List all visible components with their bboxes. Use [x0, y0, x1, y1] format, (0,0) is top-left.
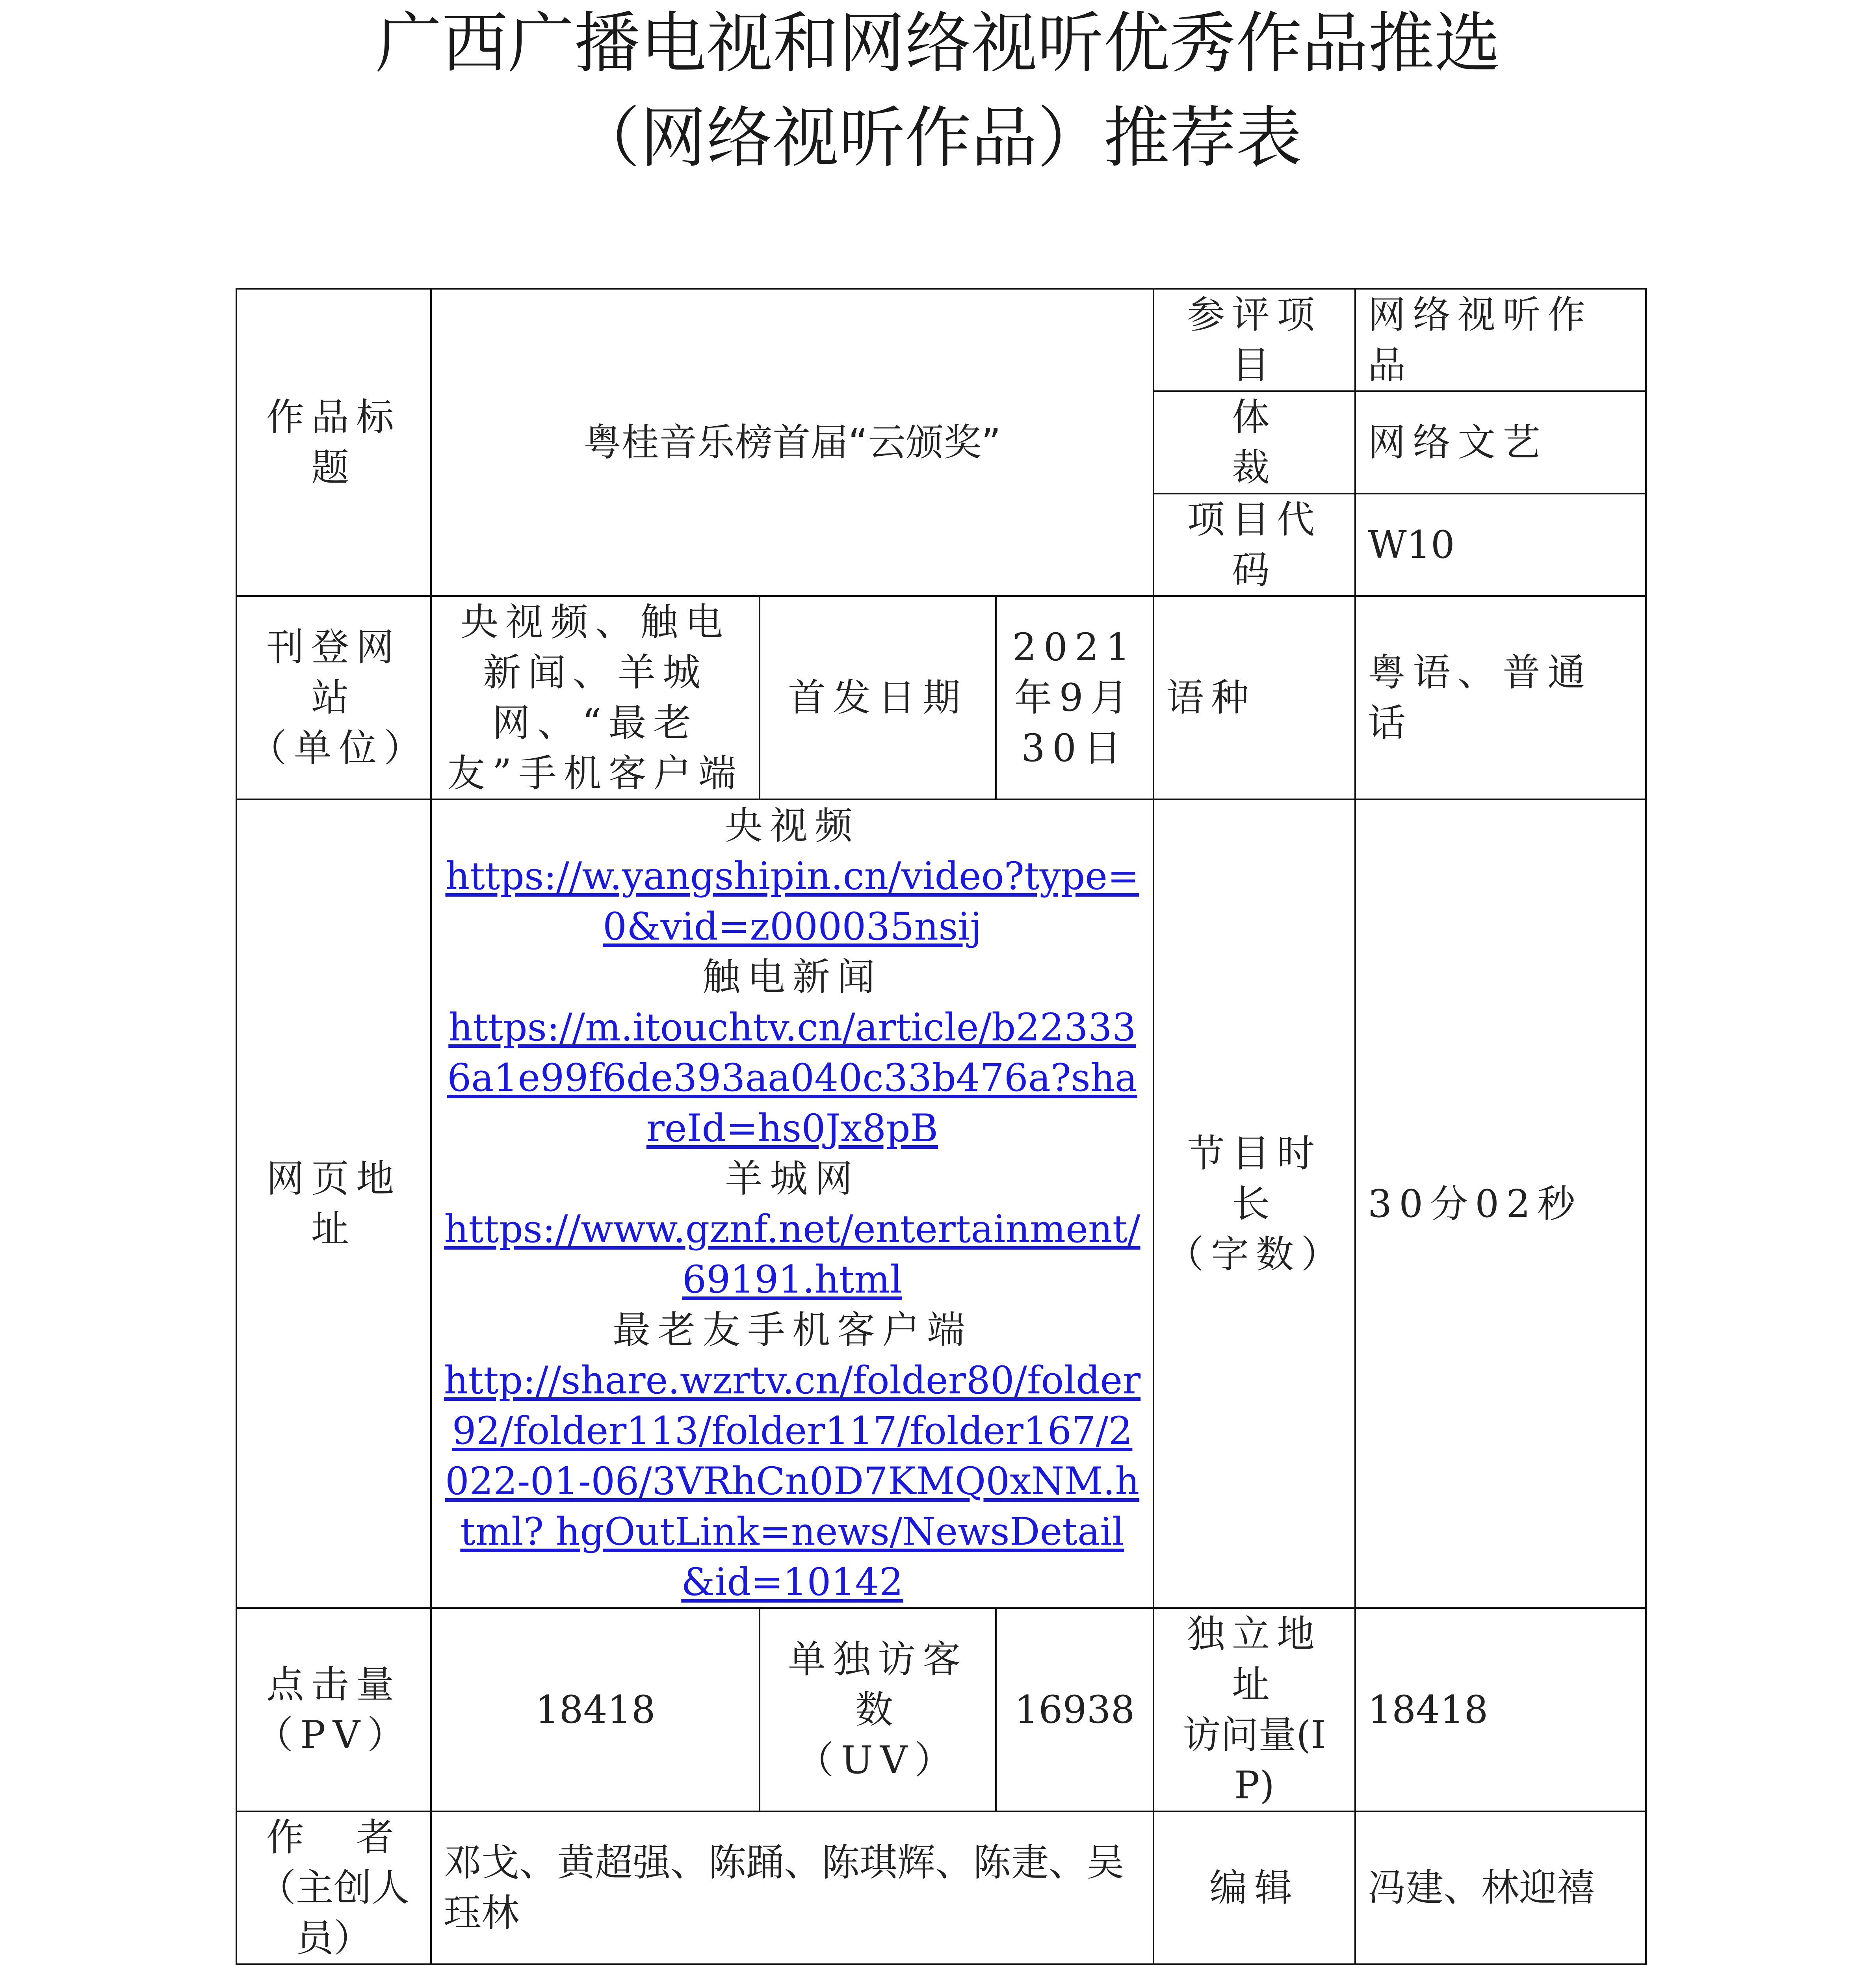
uv-label [760, 1608, 996, 1811]
author-label-line-1: 作 者 [266, 1815, 401, 1859]
page-title-line-2: （网络视听作品）推荐表 [574, 99, 1302, 176]
project-code-value: W10 [1355, 494, 1646, 596]
url-link[interactable]: https://w.yangshipin.cn/video?type=0&vid=z000035nsij [445, 854, 1139, 949]
work-title-label: 作品标题 [236, 289, 431, 596]
work-title-value: 粤桂音乐榜首届“云颁奖” [431, 289, 1153, 596]
page-title-line-1: 广西广播电视和网络视听优秀作品推选 [375, 5, 1501, 82]
web-address-label: 网页地址 [236, 799, 431, 1608]
editor-value: 冯建、林迎禧 [1355, 1811, 1646, 1964]
url-site-name: 羊城网 [725, 1156, 860, 1201]
pv-label-line-2: （PV） [255, 1713, 412, 1757]
duration-label-line-1: 节目时长 [1187, 1131, 1322, 1226]
publish-site-value: 央视频、触电新闻、羊城网、“最老友”手机客户端 [431, 596, 760, 799]
uv-label-line-1: 单独访客数 [788, 1637, 968, 1732]
category-label: 参评项目 [1153, 289, 1355, 391]
duration-label [1153, 799, 1355, 1608]
genre-label: 体 裁 [1153, 391, 1355, 494]
uv-label-line-2: （UV） [796, 1738, 960, 1782]
url-site-name: 央视频 [725, 803, 860, 848]
genre-value: 网络文艺 [1355, 391, 1646, 494]
project-code-label: 项目代码 [1153, 494, 1355, 596]
pv-label [236, 1608, 431, 1811]
first-date-label: 首发日期 [760, 596, 996, 799]
url-site-name: 触电新闻 [702, 955, 882, 999]
recommendation-form-table [236, 288, 1647, 1965]
author-label-line-2: （主创人员） [258, 1866, 409, 1960]
url-link[interactable]: http://share.wzrtv.cn/folder80/folder92/folder113/folder117/folder167/2022-01-06/3VRhCn0D7KMQ0xNM.html? hgOutLink=news/NewsDetail&id=10142 [444, 1358, 1141, 1604]
author-label [236, 1811, 431, 1964]
web-address-list [431, 799, 1153, 1608]
language-value: 粤语、普通话 [1355, 596, 1646, 799]
ip-label [1153, 1608, 1355, 1811]
first-date-value: 2021年9月30日 [996, 596, 1153, 799]
category-value: 网络视听作品 [1355, 289, 1646, 391]
pv-value: 18418 [431, 1608, 760, 1811]
url-link[interactable]: https://www.gznf.net/entertainment/69191.html [444, 1207, 1140, 1302]
author-value: 邓戈、黄超强、陈踊、陈琪辉、陈疌、吴珏林 [431, 1811, 1153, 1964]
duration-value: 30分02秒 [1355, 799, 1646, 1608]
ip-label-line-1: 独立地址 [1187, 1612, 1322, 1707]
ip-value: 18418 [1355, 1608, 1646, 1811]
pv-label-line-1: 点击量 [266, 1662, 401, 1707]
publish-site-label-line-1: 刊登网站 [266, 625, 401, 720]
ip-label-line-2: 访问量(IP) [1183, 1713, 1326, 1807]
publish-site-label [236, 596, 431, 799]
language-label: 语种 [1153, 596, 1355, 799]
url-link[interactable]: https://m.itouchtv.cn/article/b223336a1e99f6de393aa040c33b476a?shareId=hs0Jx8pB [447, 1005, 1137, 1150]
duration-label-line-2: （字数） [1166, 1232, 1346, 1276]
publish-site-label-line-2: （单位） [249, 726, 429, 770]
editor-label: 编辑 [1153, 1811, 1355, 1964]
uv-value: 16938 [996, 1608, 1153, 1811]
url-site-name: 最老友手机客户端 [613, 1308, 972, 1352]
